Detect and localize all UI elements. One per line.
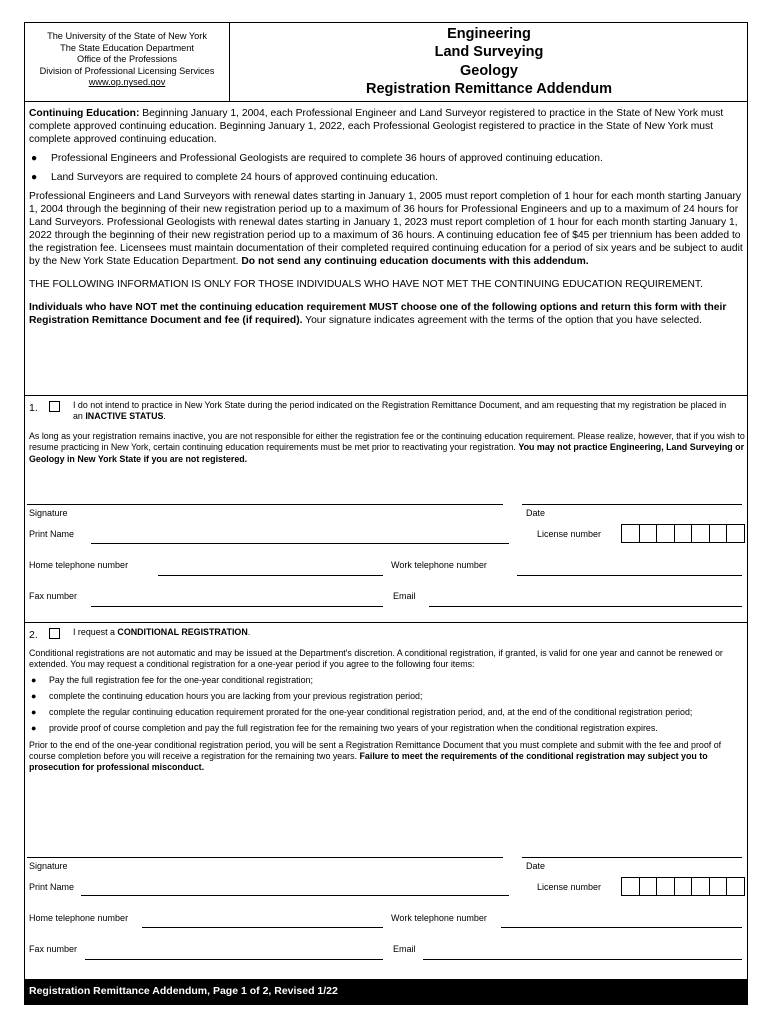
page-footer: Registration Remittance Addendum, Page 1 of 2, Revised 1/22 [25,979,747,1004]
option-2-bold: CONDITIONAL REGISTRATION [117,627,248,637]
title-line: Land Surveying [434,44,544,61]
option-2-row [29,628,745,648]
agency-line: The University of the State of New York [47,31,207,41]
ce-text: Beginning January 1, 2004, each Professional Engineer and Land Surveyor registered to practice in the State of New York must complete approved continuing education. Beginning January 1, 2022, each Professional Geologist registered to practice in the State of New York must complete approved continuing education. [29,108,724,145]
work-phone-label: Work telephone number [391,913,487,923]
bullet-icon: ● [31,674,37,685]
list-item-text: Professional Engineers and Professional Geologists are required to complete 36 hours of approved continuing education. [51,153,603,164]
option-2-label [73,627,733,638]
print-name-label: Print Name [29,882,75,892]
list-item-text: Land Surveyors are required to complete 24 hours of approved continuing education. [51,172,438,183]
email-label: Email [393,591,416,601]
option-2-text: I request a [73,627,118,637]
closing-warning: Failure to meet the requirements of the conditional registration may subject you to prosecution for professional misconduct. [29,751,708,773]
conditional-registration-checkbox[interactable] [49,628,60,639]
option-2-section [29,628,745,774]
option-number: 1. [29,402,38,414]
email-line[interactable] [429,606,742,607]
notice-paragraph: THE FOLLOWING INFORMATION IS ONLY FOR THOSE INDIVIDUALS WHO HAVE NOT MET THE CONTINUING EDUCATION REQUIREMENT. [29,279,703,290]
form-title [231,23,747,101]
work-phone-line[interactable] [517,575,742,576]
list-item-text: Pay the full registration fee for the one-year conditional registration; [49,674,313,685]
email-line[interactable] [423,959,742,960]
signature-label: Signature [29,861,68,871]
home-phone-label: Home telephone number [29,560,129,570]
list-item [29,675,745,686]
intro-section [29,107,745,327]
signature-line[interactable] [27,504,503,505]
conditional-terms-list [29,675,745,735]
form-frame [24,22,748,1005]
website-link[interactable]: www.op.nysed.gov [88,77,166,88]
option-1-body [29,431,745,465]
renewal-notice: Do not send any continuing education documents with this addendum. [241,256,589,267]
title-line: Registration Remittance Addendum [366,80,612,97]
renewal-text: Professional Engineers and Land Surveyors with renewal dates starting in January 1, 2005 must report completion of 1 hour for each month starting January 1, 2004 through the beginning of their new registration period up to a maximum of 36 hours for Professional Engineers and up to a maximum of 24 hours for Land Surveyors. Professional Geologists with renewal dates starting in January 1, 2023 must report completion of 1 hour for each month starting January 1, 2022 through the beginning of their new registration period up to a maximum of 36 hours. A continuing education fee of $45 per triennium has been added to the registration fee. Licensees must maintain documentation of their completed required continuing education for a period of six years and be subject to audit by the New York State Education Department. [29,191,743,267]
renewal-paragraph [29,190,745,268]
date-line[interactable] [522,857,742,858]
divider [25,622,747,623]
title-line: Geology [459,62,518,79]
ce-label: Continuing Education: [29,108,140,119]
fax-label: Fax number [29,591,78,601]
license-number-label: License number [537,529,602,539]
agency-line: Division of Professional Licensing Services [39,65,215,76]
ce-paragraph [29,107,745,146]
bullet-icon: ● [31,172,38,183]
bullet-icon: ● [31,690,37,701]
home-phone-label: Home telephone number [29,913,129,923]
form-header [25,23,747,102]
option-number: 2. [29,629,38,641]
instructions-text: Your signature indicates agreement with the terms of the option that you have selected. [302,315,703,326]
option-2-closing [29,740,745,774]
work-phone-line[interactable] [501,927,742,928]
fax-line[interactable] [85,959,383,960]
option-1-text: I do not intend to practice in New York State during the period indicated on the Registration Remittance Document, and am requesting that my registration be placed in an [73,400,727,422]
list-item [29,171,745,184]
list-item-text: complete the regular continuing education requirement prorated for the one-year conditional registration period, and, at the end of the conditional registration period; [49,707,693,718]
agency-line: The State Education Department [60,42,194,53]
date-label: Date [526,861,546,871]
list-item [29,152,745,165]
signature-line[interactable] [27,857,503,858]
print-name-line[interactable] [91,543,509,544]
instructions-paragraph [29,301,745,327]
option-1-end: . [163,411,166,422]
option-2-body: Conditional registrations are not automatic and may be issued at the Department's discretion. A conditional registration, if granted, is valid for one year and cannot be renewed or extended. You may request a conditional registration for a one-year period if you agree to the following four items: [29,648,723,670]
bullet-icon: ● [31,723,37,734]
fax-label: Fax number [29,944,78,954]
option-1-row [29,401,745,427]
date-line[interactable] [522,504,742,505]
inactive-status-checkbox[interactable] [49,401,60,412]
bullet-icon: ● [31,707,37,718]
list-item [29,707,745,718]
list-item [29,723,745,734]
fax-line[interactable] [91,606,383,607]
print-name-line[interactable] [81,895,509,896]
agency-block [25,23,230,101]
closing-text: Prior to the end of the one-year conditional registration period, you will be sent a Registration Remittance Document that you must complete and submit with the fee and proof of course completion before you will receive a registration for the remaining two years. [29,739,722,762]
work-phone-label: Work telephone number [391,560,487,570]
option-1-section [29,401,745,465]
option-1-warning: You may not practice Engineering, Land Surveying or Geology in New York State if you are not registered. [29,442,745,464]
date-label: Date [526,508,546,518]
license-number-boxes[interactable] [621,877,745,896]
signature-label: Signature [29,508,68,518]
home-phone-line[interactable] [158,575,383,576]
title-line: Engineering [447,26,531,42]
license-number-boxes[interactable] [621,524,745,543]
home-phone-line[interactable] [142,927,383,928]
email-label: Email [393,944,416,954]
list-item-text: provide proof of course completion and pay the full registration fee for the remaining two years of your registration when the conditional registration expires. [49,723,658,734]
agency-line: Office of the Professions [77,54,177,65]
option-1-label [73,400,733,423]
bullet-icon: ● [31,153,38,164]
list-item [29,691,745,702]
option-2-end: . [247,627,251,637]
license-number-label: License number [537,882,602,892]
print-name-label: Print Name [29,529,75,539]
divider [25,395,747,396]
option-1-bold: INACTIVE STATUS [85,411,164,422]
list-item-text: complete the continuing education hours you are lacking from your previous registration period; [49,690,423,701]
ce-hours-list [29,152,745,184]
instructions-bold: Individuals who have NOT met the continuing education requirement MUST choose one of the following options and return this form with their Registration Remittance Document and fee (if required). [29,302,727,326]
option-1-body-text: As long as your registration remains inactive, you are not responsible for either the registration fee or the continuing education requirement. Please realize, however, that if you wish to resume practicing in New York, certain continuing education requirements must be met prior to reactivating your registration. [29,431,745,453]
